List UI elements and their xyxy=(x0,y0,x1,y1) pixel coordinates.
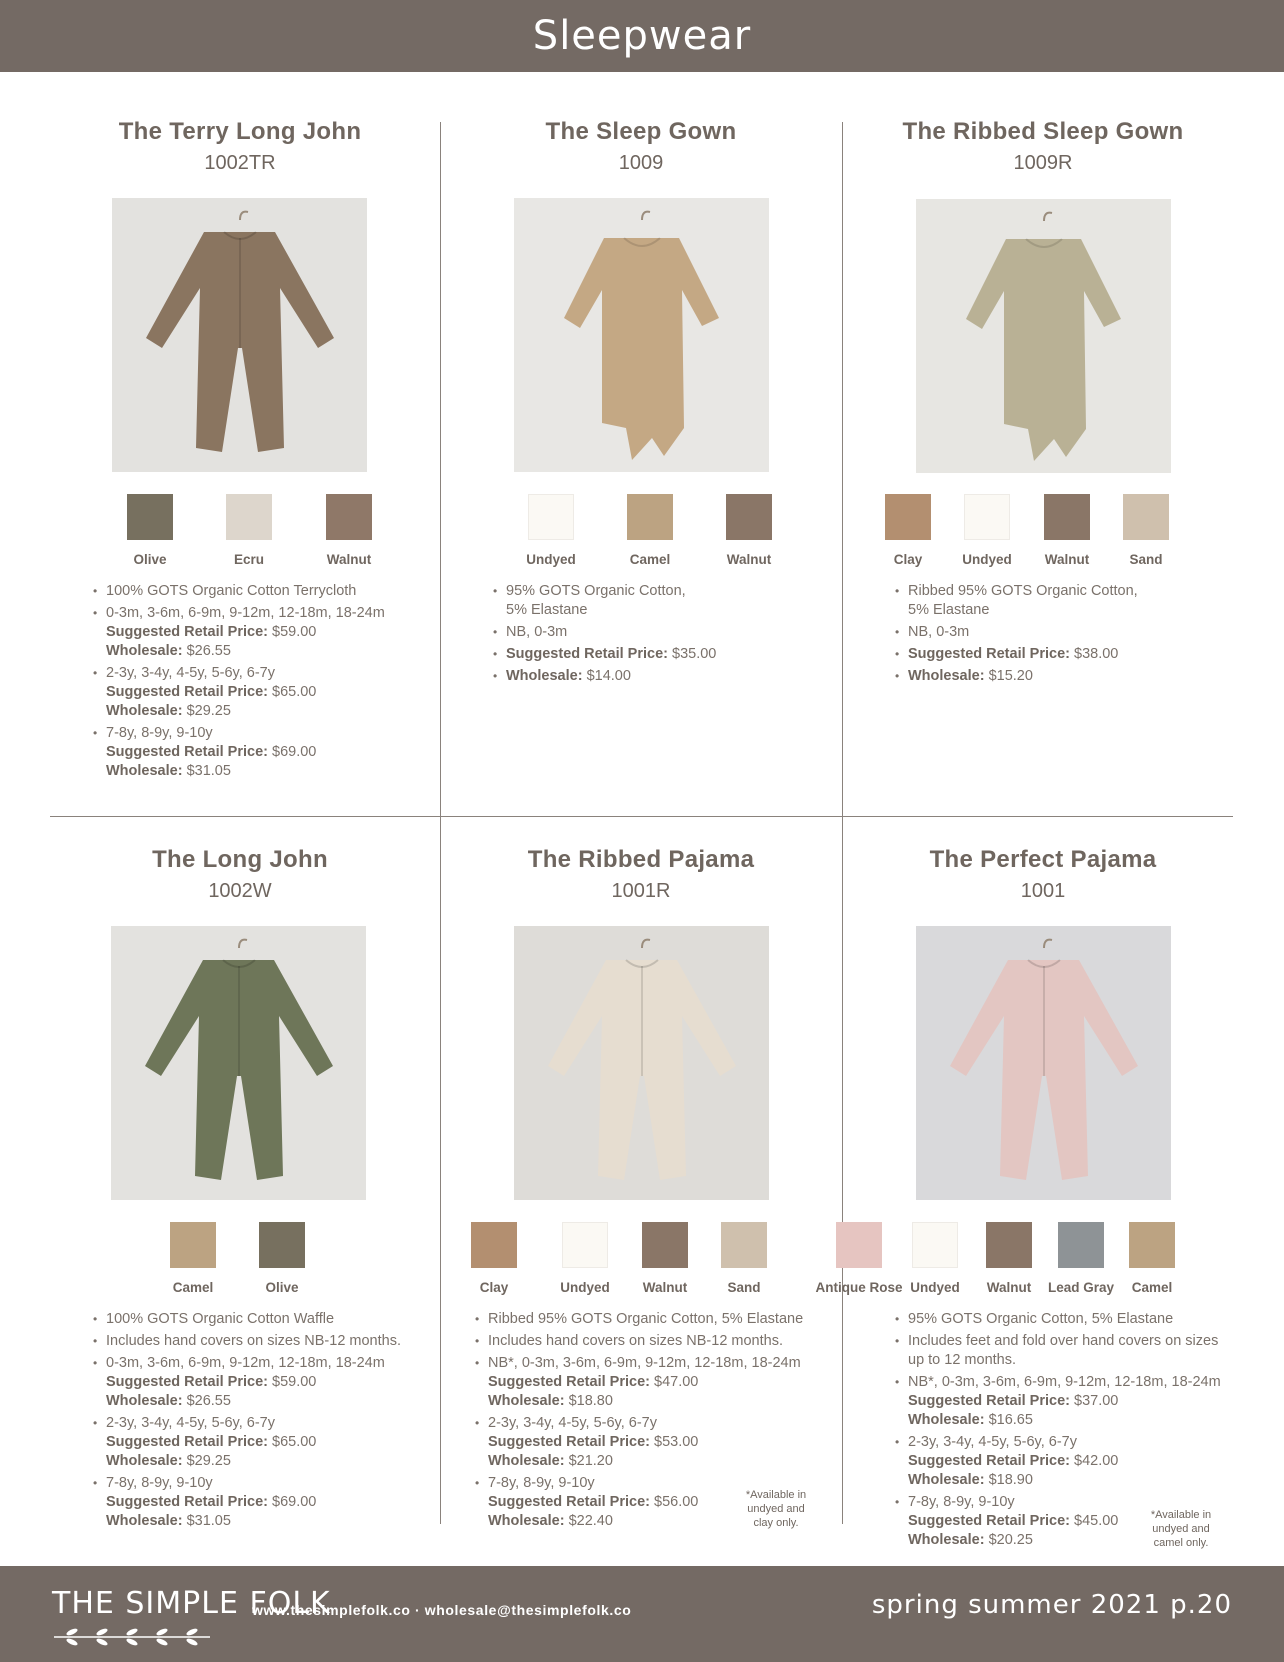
color-swatches xyxy=(40,1222,440,1302)
product-code: 1002TR xyxy=(204,152,276,174)
detail-item xyxy=(895,1433,1265,1490)
detail-text: • 2-3y, 3-4y, 4-5y, 5-6y, 6-7y xyxy=(488,1415,657,1431)
color-swatch xyxy=(148,1222,238,1295)
detail-item xyxy=(93,1310,463,1329)
wholesale-label: Wholesale: xyxy=(908,1412,985,1428)
product-card xyxy=(815,846,1243,1549)
wholesale-label: Wholesale: xyxy=(106,703,183,719)
color-swatches xyxy=(441,494,841,574)
color-name: Walnut xyxy=(1044,552,1090,567)
detail-text: 5% Elastane xyxy=(908,602,990,618)
wholesale-price-line xyxy=(106,642,453,661)
retail-price: $37.00 xyxy=(1074,1393,1119,1409)
wholesale-label: Wholesale: xyxy=(106,1453,183,1469)
retail-price: $38.00 xyxy=(1074,646,1119,662)
detail-text: • 100% GOTS Organic Cotton Waffle xyxy=(106,1311,335,1327)
retail-label: Suggested Retail Price: xyxy=(106,1374,268,1390)
wholesale-price: $15.20 xyxy=(988,668,1033,684)
detail-text: • Includes hand covers on sizes NB-12 months. xyxy=(106,1333,401,1349)
color-name: Camel xyxy=(1131,1280,1173,1295)
detail-item xyxy=(93,664,453,721)
detail-item xyxy=(895,623,1225,642)
product-photo xyxy=(916,199,1171,473)
color-chip xyxy=(964,494,1010,540)
color-swatch xyxy=(863,494,953,567)
wholesale-price-line xyxy=(106,1452,463,1471)
color-chip xyxy=(885,494,931,540)
color-chip xyxy=(326,494,372,540)
wholesale-label: Wholesale: xyxy=(908,1472,985,1488)
retail-label: Suggested Retail Price: xyxy=(908,1393,1070,1409)
detail-item xyxy=(93,1332,463,1351)
retail-price-line xyxy=(908,645,1225,664)
color-chip xyxy=(528,494,574,540)
color-swatch xyxy=(1022,494,1112,567)
detail-text: • NB*, 0-3m, 3-6m, 6-9m, 9-12m, 12-18m, 18-24m xyxy=(488,1355,801,1371)
product-code: 1002W xyxy=(208,880,272,902)
wholesale-label: Wholesale: xyxy=(106,1393,183,1409)
wholesale-price-line xyxy=(106,1392,463,1411)
detail-item xyxy=(93,582,453,601)
color-swatches xyxy=(40,494,440,574)
product-code: 1001R xyxy=(611,880,671,902)
retail-price: $69.00 xyxy=(272,1494,317,1510)
retail-price-line xyxy=(106,623,453,642)
retail-price: $45.00 xyxy=(1074,1513,1119,1529)
page-footer xyxy=(0,1566,1284,1662)
detail-text: • 100% GOTS Organic Cotton Terrycloth xyxy=(106,583,357,599)
color-swatch xyxy=(1101,494,1191,567)
color-swatch xyxy=(620,1222,710,1295)
detail-text: • Ribbed 95% GOTS Organic Cotton, xyxy=(908,583,1138,599)
product-card xyxy=(441,118,841,684)
detail-item xyxy=(93,724,453,781)
page-title: Sleepwear xyxy=(532,13,752,59)
detail-item xyxy=(93,1474,463,1531)
color-swatch xyxy=(1107,1222,1197,1295)
wholesale-price: $18.90 xyxy=(988,1472,1033,1488)
detail-text: • 0-3m, 3-6m, 6-9m, 9-12m, 12-18m, 18-24m xyxy=(106,605,385,621)
color-name: Lead Gray xyxy=(1047,1280,1115,1295)
color-chip xyxy=(627,494,673,540)
product-title: The Ribbed Sleep Gown xyxy=(902,118,1184,145)
retail-price-line xyxy=(106,1493,463,1512)
wholesale-price: $21.20 xyxy=(568,1453,613,1469)
color-name: Olive xyxy=(265,1280,299,1295)
retail-price-line xyxy=(106,683,453,702)
color-chip xyxy=(836,1222,882,1268)
detail-item xyxy=(475,1414,845,1471)
color-swatch xyxy=(699,1222,789,1295)
wholesale-label: Wholesale: xyxy=(488,1393,565,1409)
wholesale-label: Wholesale: xyxy=(908,668,985,684)
color-name: Camel xyxy=(629,552,671,567)
retail-price: $35.00 xyxy=(672,646,717,662)
wholesale-price-line xyxy=(106,702,453,721)
color-name: Walnut xyxy=(986,1280,1032,1295)
color-swatch xyxy=(105,494,195,567)
product-title: The Ribbed Pajama xyxy=(527,846,755,873)
detail-text: • Ribbed 95% GOTS Organic Cotton, 5% Elastane xyxy=(488,1311,804,1327)
color-chip xyxy=(721,1222,767,1268)
retail-label: Suggested Retail Price: xyxy=(488,1434,650,1450)
retail-price-line xyxy=(908,1452,1265,1471)
wholesale-label: Wholesale: xyxy=(106,1513,183,1529)
retail-price: $56.00 xyxy=(654,1494,699,1510)
detail-text: • 7-8y, 8-9y, 9-10y xyxy=(106,1475,213,1491)
color-name: Walnut xyxy=(642,1280,688,1295)
color-name: Walnut xyxy=(726,552,772,567)
availability-note: *Available in undyed and camel only. xyxy=(1150,1509,1212,1549)
detail-item xyxy=(895,582,1225,620)
wholesale-price-line xyxy=(506,667,823,686)
color-chip xyxy=(1058,1222,1104,1268)
color-name: Undyed xyxy=(910,1280,960,1295)
detail-text: 5% Elastane xyxy=(506,602,588,618)
wholesale-price: $22.40 xyxy=(568,1513,613,1529)
season-page-number: spring summer 2021 p.20 xyxy=(871,1590,1232,1620)
color-chip xyxy=(726,494,772,540)
product-details xyxy=(493,582,823,689)
color-swatches xyxy=(843,494,1243,574)
detail-text: • 2-3y, 3-4y, 4-5y, 5-6y, 6-7y xyxy=(106,1415,275,1431)
retail-price: $42.00 xyxy=(1074,1453,1119,1469)
retail-price-line xyxy=(488,1433,845,1452)
detail-text: • 7-8y, 8-9y, 9-10y xyxy=(488,1475,595,1491)
color-name: Clay xyxy=(479,1280,509,1295)
retail-label: Suggested Retail Price: xyxy=(106,684,268,700)
color-name: Walnut xyxy=(326,552,372,567)
wholesale-price: $31.05 xyxy=(186,1513,231,1529)
detail-text: • 7-8y, 8-9y, 9-10y xyxy=(106,725,213,741)
wholesale-price: $20.25 xyxy=(988,1532,1033,1548)
divider-horizontal xyxy=(50,816,1233,817)
detail-item xyxy=(895,1310,1265,1329)
color-name: Undyed xyxy=(526,552,576,567)
color-chip xyxy=(471,1222,517,1268)
wholesale-price-line xyxy=(106,1512,463,1531)
product-card xyxy=(843,118,1243,684)
detail-text: • 95% GOTS Organic Cotton, xyxy=(506,583,686,599)
wholesale-price-line xyxy=(488,1452,845,1471)
detail-text: • Includes hand covers on sizes NB-12 months. xyxy=(488,1333,783,1349)
retail-label: Suggested Retail Price: xyxy=(908,1513,1070,1529)
product-photo xyxy=(916,926,1171,1200)
wholesale-price-line xyxy=(908,667,1225,686)
color-chip xyxy=(1044,494,1090,540)
product-details xyxy=(895,582,1225,689)
wholesale-price: $14.00 xyxy=(586,668,631,684)
color-swatch xyxy=(204,494,294,567)
wholesale-price: $29.25 xyxy=(186,703,231,719)
detail-text: • 2-3y, 3-4y, 4-5y, 5-6y, 6-7y xyxy=(908,1434,1077,1450)
detail-item xyxy=(475,1354,845,1411)
detail-item xyxy=(895,667,1225,686)
product-card xyxy=(441,846,841,1529)
detail-item xyxy=(895,1332,1265,1370)
detail-text: • Includes feet and fold over hand covers on sizes xyxy=(908,1333,1219,1349)
retail-price: $53.00 xyxy=(654,1434,699,1450)
retail-price: $59.00 xyxy=(272,624,317,640)
wholesale-label: Wholesale: xyxy=(908,1532,985,1548)
retail-price-line xyxy=(488,1373,845,1392)
detail-item xyxy=(493,623,823,642)
retail-label: Suggested Retail Price: xyxy=(106,744,268,760)
retail-price: $69.00 xyxy=(272,744,317,760)
product-details xyxy=(93,582,453,784)
detail-item xyxy=(93,1354,463,1411)
wholesale-price: $16.65 xyxy=(988,1412,1033,1428)
color-name: Clay xyxy=(893,552,923,567)
retail-price: $65.00 xyxy=(272,684,317,700)
color-swatch xyxy=(449,1222,539,1295)
product-title: The Perfect Pajama xyxy=(929,846,1157,873)
color-swatch xyxy=(304,494,394,567)
product-title: The Terry Long John xyxy=(118,118,362,145)
retail-label: Suggested Retail Price: xyxy=(488,1374,650,1390)
wholesale-price: $31.05 xyxy=(186,763,231,779)
detail-text: • 95% GOTS Organic Cotton, 5% Elastane xyxy=(908,1311,1174,1327)
color-name: Camel xyxy=(172,1280,214,1295)
color-chip xyxy=(642,1222,688,1268)
product-photo xyxy=(514,926,769,1200)
detail-item xyxy=(93,604,453,661)
retail-label: Suggested Retail Price: xyxy=(106,624,268,640)
color-chip xyxy=(127,494,173,540)
detail-item xyxy=(895,645,1225,664)
color-name: Ecru xyxy=(233,552,264,567)
detail-text: • 0-3m, 3-6m, 6-9m, 9-12m, 12-18m, 18-24m xyxy=(106,1355,385,1371)
color-name: Undyed xyxy=(962,552,1012,567)
color-chip xyxy=(226,494,272,540)
detail-text: • NB, 0-3m xyxy=(506,624,568,640)
color-chip xyxy=(986,1222,1032,1268)
product-code: 1009 xyxy=(618,152,664,174)
retail-label: Suggested Retail Price: xyxy=(488,1494,650,1510)
detail-text: • NB, 0-3m xyxy=(908,624,970,640)
color-name: Olive xyxy=(133,552,167,567)
product-card xyxy=(40,846,440,1529)
availability-note: *Available in undyed and clay only. xyxy=(745,1489,807,1529)
wholesale-price-line xyxy=(908,1471,1265,1490)
color-chip xyxy=(259,1222,305,1268)
color-chip xyxy=(170,1222,216,1268)
retail-price: $59.00 xyxy=(272,1374,317,1390)
retail-label: Suggested Retail Price: xyxy=(908,646,1070,662)
color-swatch xyxy=(540,1222,630,1295)
color-chip xyxy=(1129,1222,1175,1268)
color-name: Sand xyxy=(1129,552,1163,567)
wholesale-price: $26.55 xyxy=(186,1393,231,1409)
retail-label: Suggested Retail Price: xyxy=(106,1434,268,1450)
wholesale-price-line xyxy=(908,1411,1265,1430)
wholesale-price: $26.55 xyxy=(186,643,231,659)
wholesale-label: Wholesale: xyxy=(106,763,183,779)
wholesale-label: Wholesale: xyxy=(506,668,583,684)
product-photo xyxy=(112,198,367,472)
retail-price-line xyxy=(106,743,453,762)
color-swatches xyxy=(441,1222,841,1302)
retail-price-line xyxy=(106,1433,463,1452)
detail-text: • NB*, 0-3m, 3-6m, 6-9m, 9-12m, 12-18m, 18-24m xyxy=(908,1374,1221,1390)
retail-label: Suggested Retail Price: xyxy=(908,1453,1070,1469)
color-swatch xyxy=(506,494,596,567)
product-photo xyxy=(514,198,769,472)
color-swatch xyxy=(237,1222,327,1295)
color-chip xyxy=(912,1222,958,1268)
color-chip xyxy=(1123,494,1169,540)
wholesale-label: Wholesale: xyxy=(488,1453,565,1469)
brand-logo: THE SIMPLE FOLK xyxy=(52,1586,331,1621)
color-name: Undyed xyxy=(560,1280,610,1295)
sprig-icon xyxy=(52,1624,212,1650)
product-code: 1001 xyxy=(1020,880,1066,902)
wholesale-price: $29.25 xyxy=(186,1453,231,1469)
color-swatch xyxy=(942,494,1032,567)
product-photo xyxy=(111,926,366,1200)
page-header xyxy=(0,0,1284,72)
detail-item xyxy=(493,582,823,620)
wholesale-label: Wholesale: xyxy=(488,1513,565,1529)
retail-price-line xyxy=(106,1373,463,1392)
color-swatches xyxy=(815,1222,1243,1302)
retail-price-line xyxy=(506,645,823,664)
retail-price: $47.00 xyxy=(654,1374,699,1390)
color-name: Antique Rose xyxy=(815,1280,903,1295)
wholesale-price-line xyxy=(106,762,453,781)
detail-item xyxy=(475,1332,845,1351)
retail-price: $65.00 xyxy=(272,1434,317,1450)
product-title: The Sleep Gown xyxy=(545,118,737,145)
detail-item xyxy=(493,667,823,686)
color-chip xyxy=(562,1222,608,1268)
retail-price-line xyxy=(908,1392,1265,1411)
detail-item xyxy=(895,1373,1265,1430)
detail-item xyxy=(93,1414,463,1471)
wholesale-label: Wholesale: xyxy=(106,643,183,659)
color-name: Sand xyxy=(727,1280,761,1295)
detail-item xyxy=(475,1310,845,1329)
detail-text: up to 12 months. xyxy=(908,1352,1017,1368)
detail-item xyxy=(493,645,823,664)
wholesale-price: $18.80 xyxy=(568,1393,613,1409)
detail-text: • 2-3y, 3-4y, 4-5y, 5-6y, 6-7y xyxy=(106,665,275,681)
wholesale-price-line xyxy=(488,1392,845,1411)
product-details xyxy=(93,1310,463,1534)
retail-label: Suggested Retail Price: xyxy=(106,1494,268,1510)
detail-text: • 7-8y, 8-9y, 9-10y xyxy=(908,1494,1015,1510)
color-swatch xyxy=(704,494,794,567)
contact-info: www.thesimplefolk.co · wholesale@thesimplefolk.co xyxy=(252,1602,632,1618)
retail-label: Suggested Retail Price: xyxy=(506,646,668,662)
color-swatch xyxy=(605,494,695,567)
product-code: 1009R xyxy=(1013,152,1073,174)
product-title: The Long John xyxy=(152,846,328,873)
product-card xyxy=(40,118,440,779)
